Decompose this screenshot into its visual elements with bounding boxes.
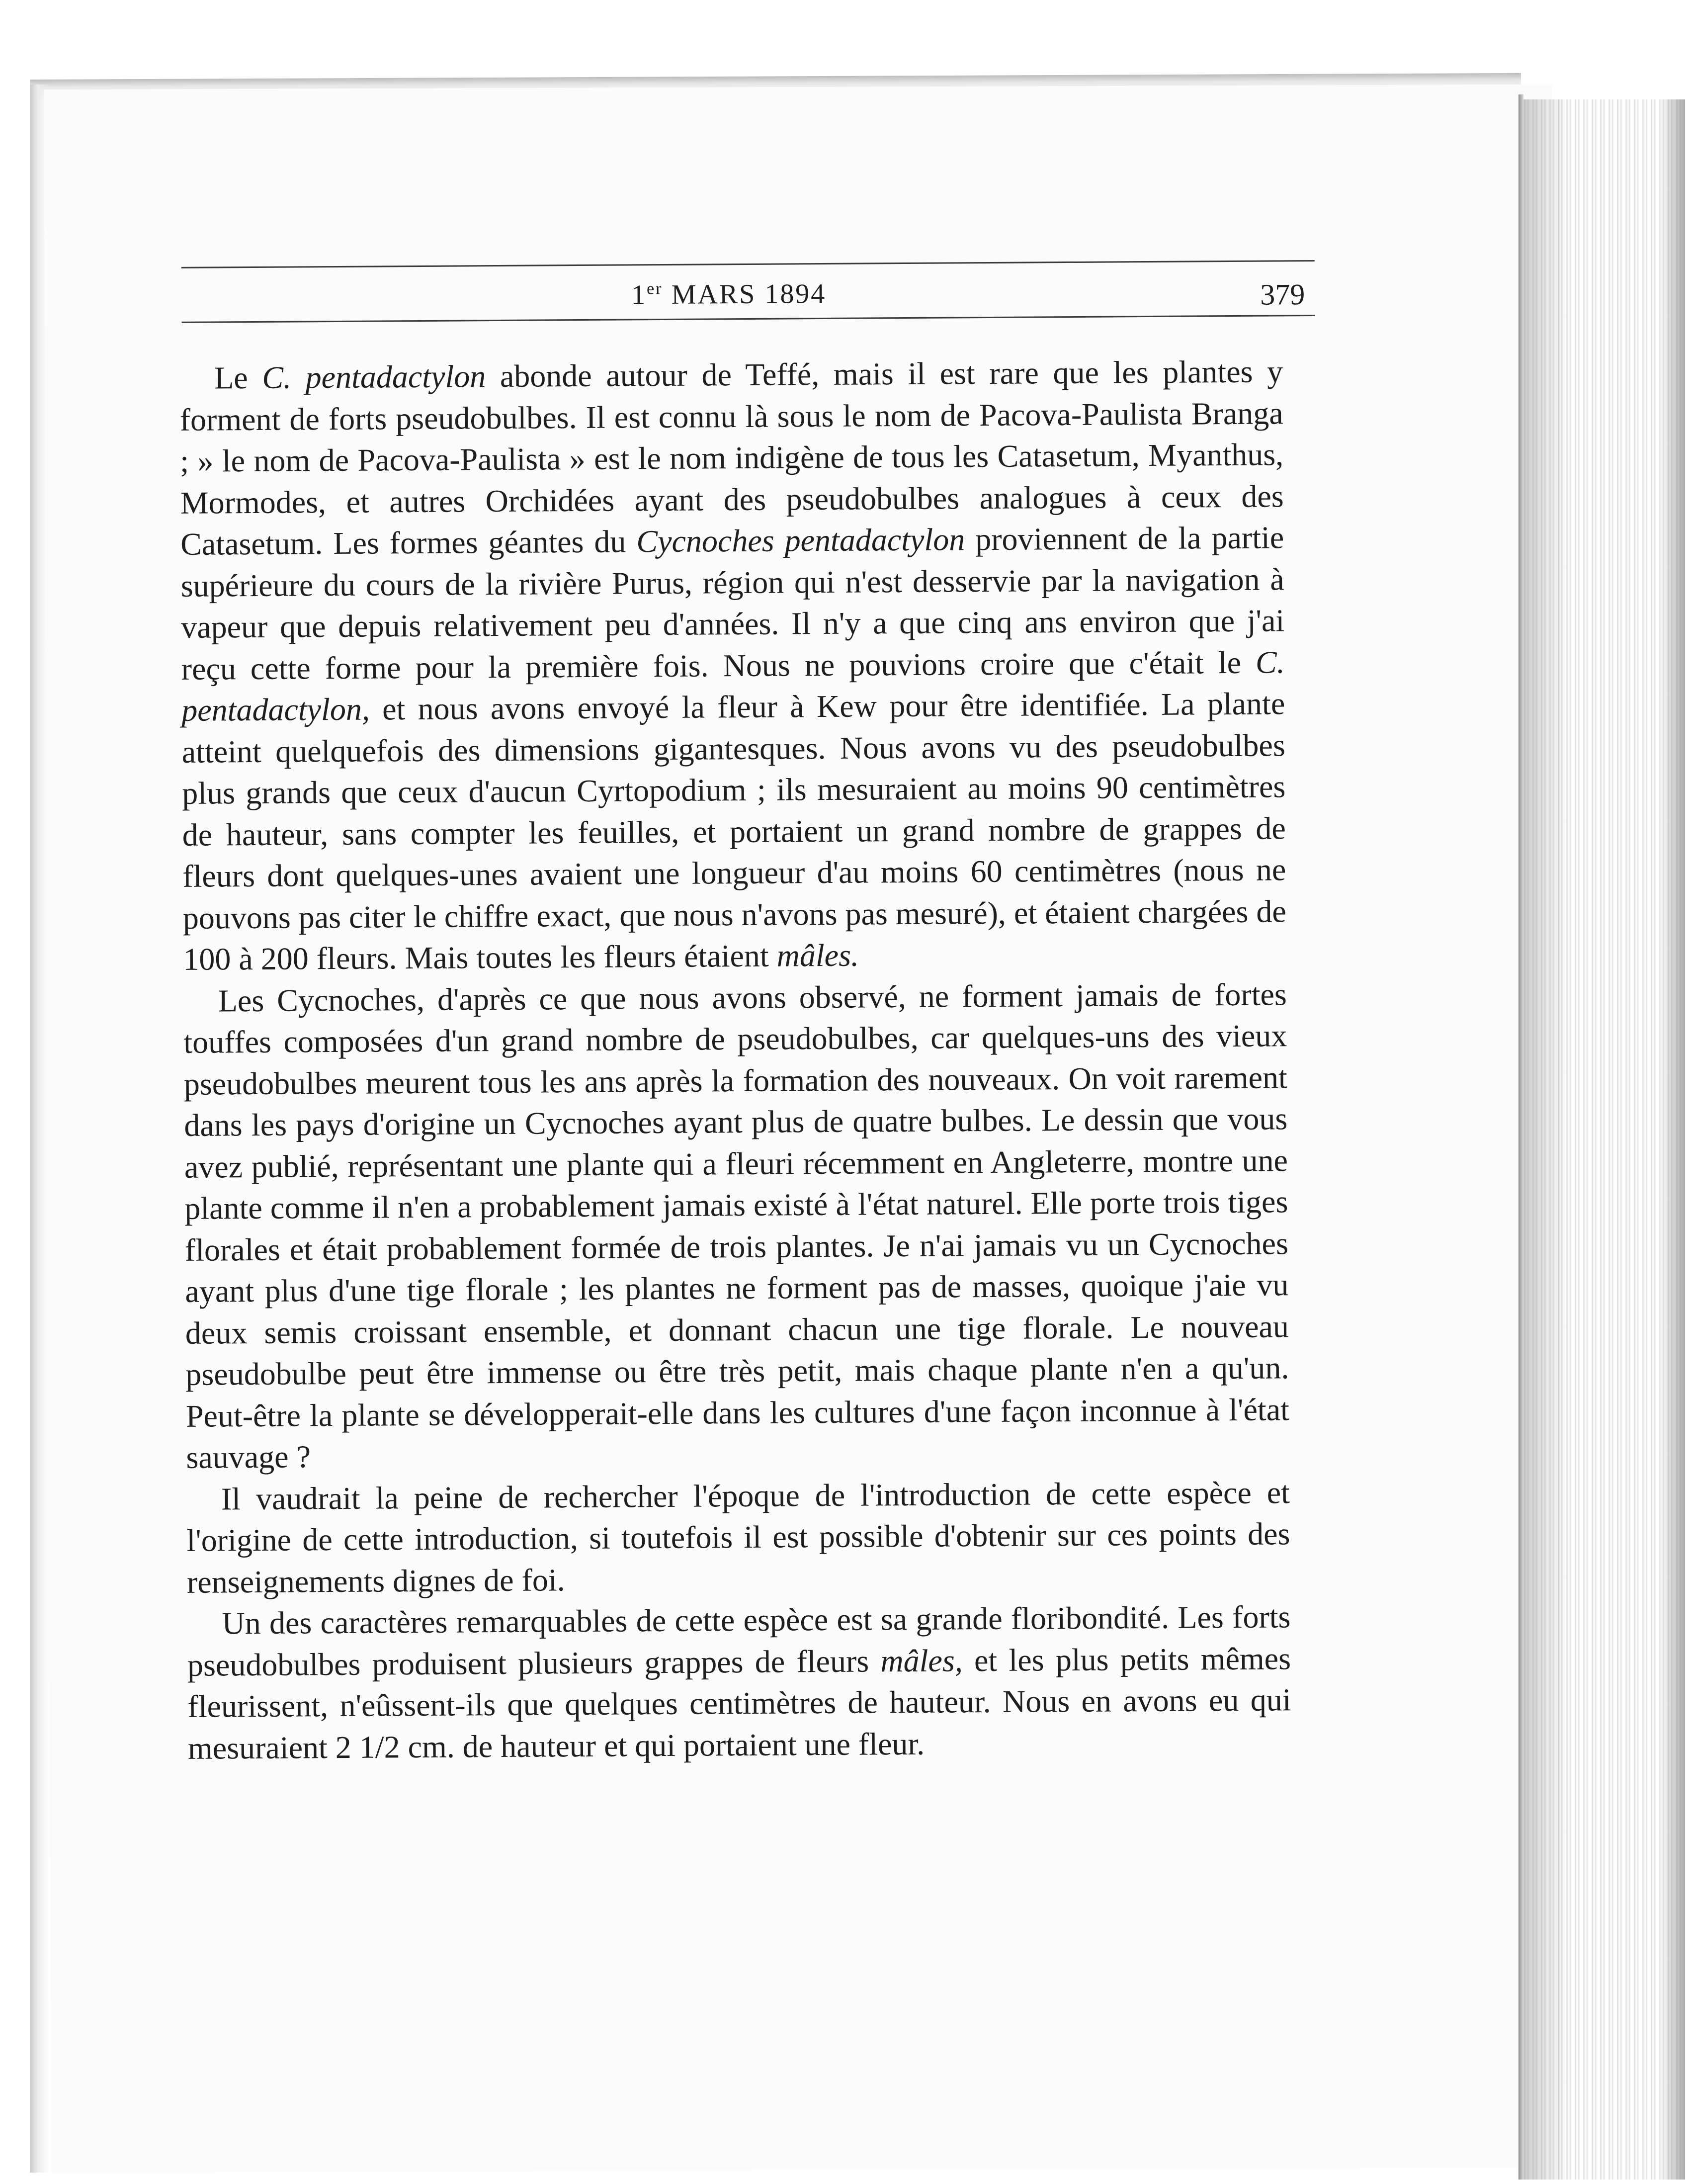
header-rule-top bbox=[181, 260, 1315, 268]
text-run: et les plus petits mêmes fleurissent, n'eûssent-ils que quelques centimètres de hauteur. Nous en avons eu qui mesuraient 2 1/2 cm. de hauteur et qui portaient une fleur. bbox=[187, 1640, 1291, 1766]
text-run: proviennent de la partie supérieure du cours de la rivière Purus, région qui n'est desservie par la navigation à vapeur que depuis relativement peu d'années. Il n'y a que cinq ans environ que j'ai reçu cette forme pour la première fois. Nous ne pouvions croire que c'était le bbox=[180, 520, 1285, 687]
italic-run: C. pentadactylon, bbox=[181, 644, 1285, 728]
header-rule-bottom bbox=[181, 315, 1315, 323]
text-run: abonde autour de Teffé, mais il est rare que les plantes y forment de forts pseudobulbes. Il est connu là sous le nom de Pacova-Paulista Branga ; » le nom de Pacova-Paulista » est le nom indigène de tous les Catasetum, Myanthus, Mormodes, et autres Orchidées ayant des pseudobulbes analogues à ceux des Catasetum. Les formes géantes du bbox=[179, 353, 1284, 562]
text-run: et nous avons envoyé la fleur à Kew pour être identifiée. La plante atteint quelquefois des dimensions gigantesques. Nous avons vu des pseudobulbes plus grands que ceux d'aucun Cyrtopodium ; ils mesuraient au moins 90 centimètres de hauteur, sans compter les feuilles, et portaient un grand nombre de grappes de fleurs dont quelques-unes avaient une longueur d'au moins 60 centimètres (nous ne pouvons pas citer le chiffre exact, que nous n'avons pas mesuré), et étaient chargées de 100 à 200 fleurs. Mais toutes les fleurs étaient bbox=[181, 686, 1286, 977]
italic-run: mâles. bbox=[776, 937, 859, 973]
body-text bbox=[179, 350, 1291, 1769]
paragraph bbox=[179, 350, 1287, 980]
text-run: Le bbox=[214, 359, 262, 396]
running-head bbox=[631, 277, 979, 311]
running-head-date: MARS 1894 bbox=[671, 278, 827, 310]
paragraph bbox=[187, 1596, 1291, 1769]
text-run: Les Cycnoches, d'après ce que nous avons observé, ne forment jamais de fortes touffes composées d'un grand nombre de pseudobulbes, car quelques-uns des vieux pseudobulbes meurent tous les ans après la formation des nouveaux. On voit rarement dans les pays d'origine un Cycnoches ayant plus de quatre bulbes. Le dessin que vous avez publié, représentant une plante qui a fleuri récemment en Angleterre, montre une plante comme il n'en a probablement jamais existé à l'état naturel. Elle porte trois tiges florales et était probablement formée de trois plantes. Je n'ai jamais vu un Cycnoches ayant plus d'une tige florale ; les plantes ne forment pas de masses, quoique j'aie vu deux semis croissant ensemble, et donnant chacun une tige florale. Le nouveau pseudobulbe peut être immense ou être très petit, mais chaque plante n'en a qu'un. Peut-être la plante se développerait-elle dans les cultures d'une façon inconnue à l'état sauvage ? bbox=[183, 976, 1290, 1475]
text-run: Il vaudrait la peine de rechercher l'époque de l'introduction de cette espèce et l'origine de cette introduction, si toutefois il est possible d'obtenir sur ces points des renseignements dignes de foi. bbox=[186, 1474, 1290, 1600]
paragraph bbox=[186, 1472, 1290, 1603]
running-head-superscript: er bbox=[646, 279, 663, 298]
text-run: Un des caractères remarquables de cette espèce est sa grande floribondité. Les forts pseudobulbes produisent plusieurs grappes de fleurs bbox=[187, 1599, 1291, 1683]
italic-run: Cycnoches pentadactylon bbox=[636, 522, 965, 559]
running-head-day: 1 bbox=[631, 279, 647, 311]
italic-run: mâles, bbox=[880, 1642, 963, 1678]
page-number: 379 bbox=[1260, 278, 1305, 311]
paragraph bbox=[183, 973, 1290, 1479]
italic-run: C. pentadactylon bbox=[262, 358, 486, 395]
